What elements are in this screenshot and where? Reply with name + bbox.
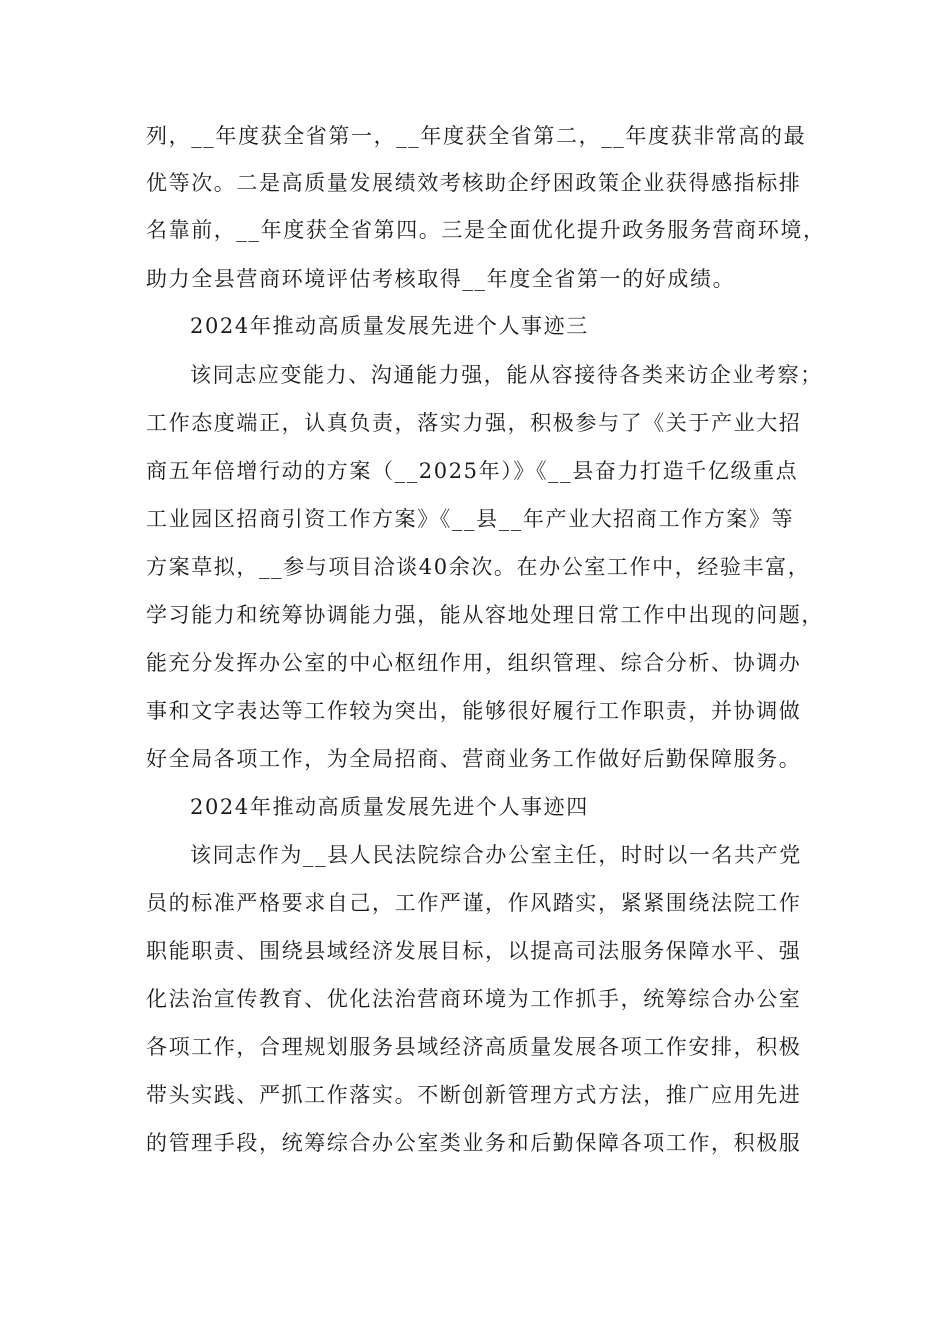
section-heading: 2024年推动高质量发展先进个人事迹四	[190, 795, 589, 819]
body-text-line: 员的标准严格要求自己，工作严谨，作风踏实，紧紧围绕法院工作	[146, 891, 802, 915]
section-heading: 2024年推动高质量发展先进个人事迹三	[190, 314, 589, 338]
paragraph-first-line: 该同志作为__县人民法院综合办公室主任，时时以一名共产党	[190, 843, 802, 867]
body-text-line: 优等次。二是高质量发展绩效考核助企纾困政策企业获得感指标排	[146, 171, 802, 195]
body-text-line: 各项工作，合理规划服务县域经济高质量发展各项工作安排，积极	[146, 1035, 802, 1059]
body-text-line: 能充分发挥办公室的中心枢纽作用，组织管理、综合分析、协调办	[146, 651, 802, 675]
body-text-line: 好全局各项工作，为全局招商、营商业务工作做好后勤保障服务。	[146, 747, 802, 771]
body-text-line: 名靠前，__年度获全省第四。三是全面优化提升政务服务营商环境，	[146, 218, 826, 242]
body-text-line: 事和文字表达等工作较为突出，能够很好履行工作职责，并协调做	[146, 699, 802, 723]
body-text-line: 工业园区招商引资工作方案》《__县__年产业大招商工作方案》等	[146, 507, 795, 531]
body-text-line: 列，__年度获全省第一，__年度获全省第二，__年度获非常高的最	[146, 124, 807, 148]
body-text-line: 商五年倍增行动的方案（__2025年）》《__县奋力打造千亿级重点	[146, 459, 799, 483]
body-text-line: 化法治宣传教育、优化法治营商环境为工作抓手，统筹综合办公室	[146, 987, 802, 1011]
body-text-line: 工作态度端正，认真负责，落实力强，积极参与了《关于产业大招	[146, 411, 802, 435]
paragraph-first-line: 该同志应变能力、沟通能力强，能从容接待各类来访企业考察；	[190, 363, 823, 387]
body-text-line: 职能职责、围绕县域经济发展目标，以提高司法服务保障水平、强	[146, 939, 802, 963]
body-text-line: 助力全县营商环境评估考核取得__年度全省第一的好成绩。	[146, 267, 736, 291]
body-text-line: 方案草拟，__参与项目洽谈40余次。在办公室工作中，经验丰富，	[146, 555, 811, 579]
body-text-line: 的管理手段，统筹综合办公室类业务和后勤保障各项工作，积极服	[146, 1131, 802, 1155]
body-text-line: 带头实践、严抓工作落实。不断创新管理方式方法，推广应用先进	[146, 1083, 802, 1107]
body-text-line: 学习能力和统筹协调能力强，能从容地处理日常工作中出现的问题，	[146, 603, 824, 627]
